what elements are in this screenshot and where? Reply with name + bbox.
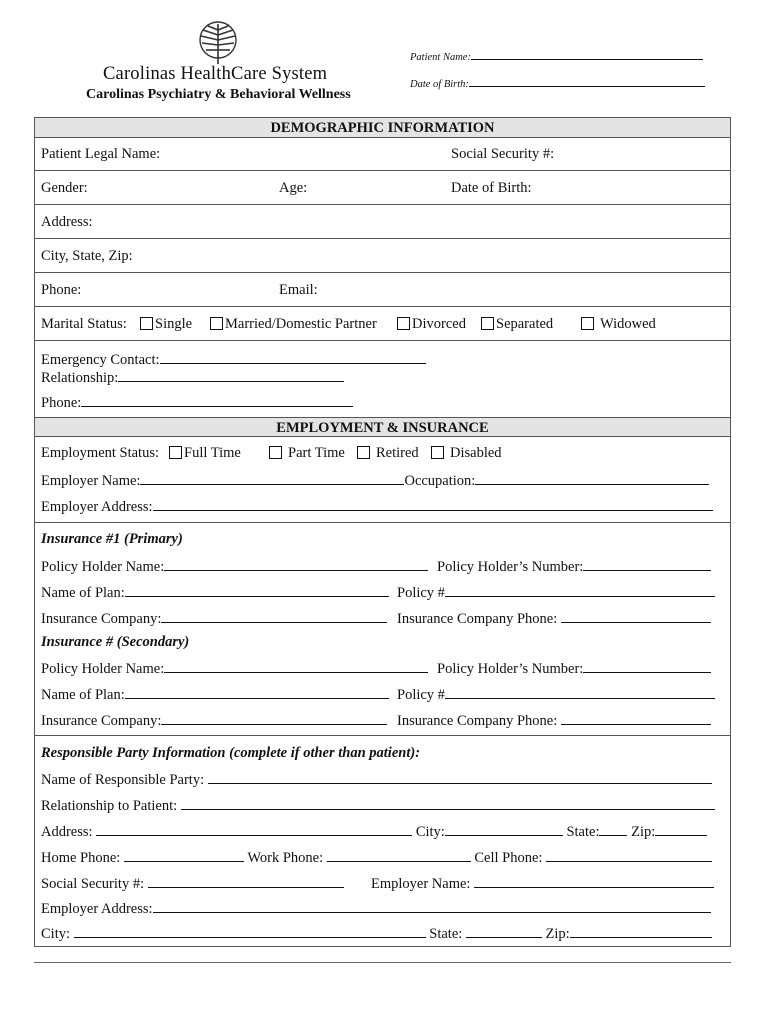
gender-field[interactable]: Gender: bbox=[41, 180, 88, 196]
org-name: Carolinas HealthCare System bbox=[103, 64, 328, 84]
responsible-city2-field[interactable]: City: State: Zip: bbox=[41, 924, 712, 943]
employer-name-field[interactable]: Employer Name: Occupation: bbox=[41, 471, 709, 490]
responsible-state2-label: State: bbox=[429, 926, 463, 942]
responsible-zip-label: Zip: bbox=[631, 824, 656, 840]
responsible-state-label: State: bbox=[566, 824, 600, 840]
marital-widowed-checkbox[interactable]: Widowed bbox=[581, 316, 656, 333]
responsible-party-title: Responsible Party Information (complete if other than patient): bbox=[41, 745, 421, 761]
secondary-holder-name-field[interactable]: Policy Holder Name: bbox=[41, 659, 428, 678]
responsible-address-field[interactable]: Address: City: State: Zip: bbox=[41, 822, 707, 841]
marital-married-checkbox[interactable]: Married/Domestic Partner bbox=[210, 316, 377, 333]
insurance-primary-title: Insurance #1 (Primary) bbox=[41, 531, 183, 547]
tree-logo-icon bbox=[197, 20, 239, 66]
responsible-zip2-label: Zip: bbox=[545, 926, 570, 942]
header-dob-label: Date of Birth: bbox=[410, 79, 469, 90]
primary-holder-name-field[interactable]: Policy Holder Name: bbox=[41, 557, 428, 576]
secondary-policy-field[interactable]: Policy # bbox=[397, 685, 715, 704]
marital-separated-checkbox[interactable]: Separated bbox=[481, 316, 553, 333]
marital-status-label: Marital Status: bbox=[41, 316, 127, 332]
marital-divorced-checkbox[interactable]: Divorced bbox=[397, 316, 466, 333]
primary-holder-number-field[interactable]: Policy Holder’s Number: bbox=[437, 557, 711, 576]
responsible-cell-phone-label: Cell Phone: bbox=[474, 850, 543, 866]
address-field[interactable]: Address: bbox=[41, 214, 93, 230]
responsible-employer-address-field[interactable]: Employer Address: bbox=[41, 899, 711, 918]
responsible-city-label: City: bbox=[415, 824, 445, 840]
ssn-field[interactable]: Social Security #: bbox=[451, 146, 555, 162]
responsible-relationship-field[interactable]: Relationship to Patient: bbox=[41, 796, 715, 815]
legal-name-field[interactable]: Patient Legal Name: bbox=[41, 146, 161, 162]
employment-section-title: EMPLOYMENT & INSURANCE bbox=[35, 417, 730, 437]
age-field[interactable]: Age: bbox=[279, 180, 308, 196]
dob-field[interactable]: Date of Birth: bbox=[451, 180, 532, 196]
demographic-section-title: DEMOGRAPHIC INFORMATION bbox=[35, 118, 730, 138]
marital-single-checkbox[interactable]: Single bbox=[140, 316, 192, 333]
primary-policy-field[interactable]: Policy # bbox=[397, 583, 715, 602]
phone-field[interactable]: Phone: bbox=[41, 282, 82, 298]
responsible-ssn-field[interactable]: Social Security #: bbox=[41, 874, 344, 893]
employment-parttime-checkbox[interactable]: Part Time bbox=[269, 445, 345, 462]
responsible-work-phone-label: Work Phone: bbox=[247, 850, 324, 866]
insurance-secondary-title: Insurance # (Secondary) bbox=[41, 634, 190, 650]
primary-company-phone-field[interactable]: Insurance Company Phone: bbox=[397, 609, 711, 628]
employment-status-label: Employment Status: bbox=[41, 445, 160, 461]
employment-retired-checkbox[interactable]: Retired bbox=[357, 445, 419, 462]
header-patient-name-label: Patient Name: bbox=[410, 52, 471, 63]
responsible-name-field[interactable]: Name of Responsible Party: bbox=[41, 770, 712, 789]
emergency-phone-field[interactable]: Phone: bbox=[41, 393, 353, 412]
secondary-company-phone-field[interactable]: Insurance Company Phone: bbox=[397, 711, 711, 730]
responsible-home-phone-field[interactable]: Home Phone: Work Phone: Cell Phone: bbox=[41, 848, 712, 867]
occupation-label: Occupation: bbox=[404, 473, 476, 489]
employment-disabled-checkbox[interactable]: Disabled bbox=[431, 445, 502, 462]
intake-form bbox=[34, 117, 731, 947]
primary-company-field[interactable]: Insurance Company: bbox=[41, 609, 387, 628]
employment-fulltime-checkbox[interactable]: Full Time bbox=[169, 445, 241, 462]
city-state-zip-field[interactable]: City, State, Zip: bbox=[41, 248, 133, 264]
footer-divider bbox=[34, 962, 731, 963]
email-field[interactable]: Email: bbox=[279, 282, 318, 298]
responsible-employer-name-field[interactable]: Employer Name: bbox=[371, 874, 714, 893]
header-patient-name-field[interactable] bbox=[410, 49, 703, 63]
department-name: Carolinas Psychiatry & Behavioral Wellness bbox=[86, 87, 351, 102]
primary-plan-name-field[interactable]: Name of Plan: bbox=[41, 583, 389, 602]
employer-address-field[interactable]: Employer Address: bbox=[41, 497, 713, 516]
emergency-contact-field[interactable]: Emergency Contact: bbox=[41, 350, 426, 369]
secondary-plan-name-field[interactable]: Name of Plan: bbox=[41, 685, 389, 704]
secondary-company-field[interactable]: Insurance Company: bbox=[41, 711, 387, 730]
emergency-relationship-field[interactable]: Relationship: bbox=[41, 368, 344, 387]
header-dob-field[interactable] bbox=[410, 76, 705, 90]
secondary-holder-number-field[interactable]: Policy Holder’s Number: bbox=[437, 659, 711, 678]
